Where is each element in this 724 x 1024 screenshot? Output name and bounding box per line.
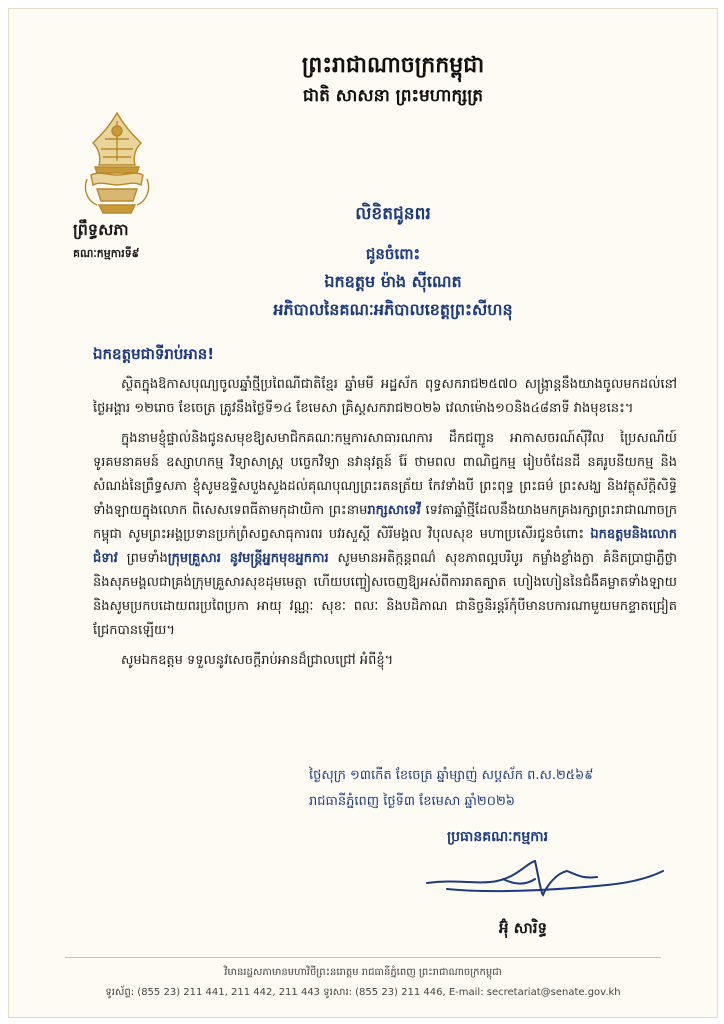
national-motto: ជាតិ សាសនា ព្រះមហាក្សត្រ	[302, 86, 484, 106]
p2-part-c: ព្រមទាំង	[117, 551, 168, 566]
p2-part-b: ទេវតាឆ្នាំថ្មីដែលនឹងយាងមកគ្រងរក្សាព្រះរាជាណាចក្រកម្ពុជា សូមព្រះអង្គប្រទានប្រក់ព្រំសព្វសាធុការពរ បវរសួស្តី សិរីមង្គល វិបុលសុខ មហាប្រសើរជូនចំពោះ	[93, 503, 677, 542]
p2-part-a: ក្នុងនាមខ្ញុំផ្ទាល់និងជូនសមុខឱ្យសមាជិកគណៈកម្មការសាធារណការ ដឹកជញ្ជូន អាកាសចរណ៍ស៊ីវិល ប្រៃសណីយ៍ ទូរគមនាគមន៍ ឧស្សាហកម្ម វិទ្យាសាស្ត្រ បច្ចេកវិទ្យា នវានុវត្តន៍ រ៉ែ ថាមពល ពាណិជ្ជកម្ម រៀបចំដែនដី នគរូបនីយកម្ម និងសំណង់នៃព្រឹទ្ធសភា ខ្ញុំសូមឧទ្ទិសបួងសួងដល់គុណបុណ្យព្រះរតនត្រ័យ កែវទាំងបី ព្រះពុទ្ធ ព្រះធម៌ ព្រះសង្ឃ និងវត្ថុស័ក្តិសិទ្ធិទាំងឡាយក្នុងលោក ពិសេសទេពធីតាមកុដាយិកា ព្រះនាម	[93, 431, 677, 518]
institution-name: ព្រឹទ្ធសភា	[73, 220, 129, 239]
p2-part-d	[221, 551, 230, 566]
kingdom-header: ព្រះរាជាណាចក្រកម្ពុជា	[301, 53, 485, 78]
recipient-name: ឯកឧត្តម ម៉ាង ស៊ីណេត	[324, 272, 462, 291]
p2-recipient: ឯកឧត្តមនិងលោកជំទាវ	[93, 527, 677, 566]
solar-date: រាជធានីភ្នំពេញ ថ្ងៃទី៣ ខែមេសា ឆ្នាំ២០២៦	[309, 794, 516, 809]
recipient-position: អភិបាលនៃគណៈអភិបាលខេត្តព្រះសីហនុ	[273, 300, 513, 319]
signatory-title: ប្រធានគណៈកម្មការ	[447, 829, 549, 845]
committee-name: គណៈកម្មការទី៩	[73, 247, 140, 260]
letter-page	[8, 8, 718, 1018]
p2-part-e: សូមមានអតិក្កន្តពណ៌ សុខភាពល្អបរិបូរ កម្លាំងខ្លាំងក្លា គំនិតប្រាជ្ញាភ្លឺថ្លា និងសុភមង្គលជាគ្រង់ក្រុមគ្រួសារសុខដុមមេត្តា ហើយបញ្ចៀសចេញឱ្យអស់ពីការរាតត្បាត ហៀងហៀននៃជំងឺគម្លាតទាំងឡាយ និងសូមប្រកបដោយពរប្រពៃប្រកា អាយុ វណ្ណៈ សុខៈ ពលៈ និងបដិភាណ ជានិច្ចនិរន្តរ៍កុំបីមានបការណាមួយមកខ្ទាតជ្រៀតជ្រែកបានឡើយ។	[93, 551, 678, 638]
footer-contact: ទូរស័ព្ទ: (855 23) 211 441, 211 442, 211 443 ទូរសារ: (855 23) 211 446, E-mail: secretariat@senate.gov.kh	[105, 987, 621, 998]
letter-title: លិខិតជូនពរ	[355, 204, 431, 224]
signatory-name: អ៊ុំ សារិទ្ធ	[499, 919, 548, 937]
footer-address: វិមានរដ្ឋសភាមានមហាវិថីព្រះនរោត្តម រាជធានីភ្នំពេញ ព្រះរាជាណាចក្រកម្ពុជា	[224, 967, 502, 978]
p2-officials: នូវមន្ត្រីអ្នកមុខអ្នកការ	[229, 551, 329, 566]
paragraph-3: សូមឯកឧត្តម ទទួលនូវសេចក្តីរាប់អានដ៏ជ្រាលជ្រៅ អំពីខ្ញុំ។	[121, 653, 394, 668]
royal-emblem-icon	[79, 109, 155, 217]
handwritten-signature-icon	[407, 849, 669, 909]
to-label: ជូនចំពោះ	[365, 245, 421, 263]
salutation: ឯកឧត្តមជាទីរាប់អាន!	[93, 345, 215, 363]
p2-family: ក្រុមគ្រួសារ	[167, 551, 221, 566]
paragraph-2	[93, 427, 677, 643]
footer-divider	[65, 957, 661, 958]
lunar-date: ថ្ងៃសុក្រ ១៣កើត ខែចេត្រ ឆ្នាំម្សាញ់ សប្តស័ក ព.ស.២៥៦៩	[309, 768, 594, 783]
paragraph-1: ស្ថិតក្នុងឱកាសបុណ្យចូលឆ្នាំថ្មីប្រពៃណីជាតិខ្មែរ ឆ្នាំមមី អដ្ឋស័ក ពុទ្ធសករាជ២៥៧០ សង្ក្រាន្តនឹងយាងចូលមកដល់នៅថ្ងៃអង្គារ ១២រោច ខែចេត្រ ត្រូវនឹងថ្ងៃទី១៤ ខែមេសា គ្រិស្តសករាជ២០២៦ វេលាម៉ោង១០និង៤៨នាទី វាងមុខនេះ។	[93, 377, 677, 416]
letter-body	[93, 373, 677, 679]
p2-goddess: រាក្សសាទេវី	[367, 503, 421, 518]
